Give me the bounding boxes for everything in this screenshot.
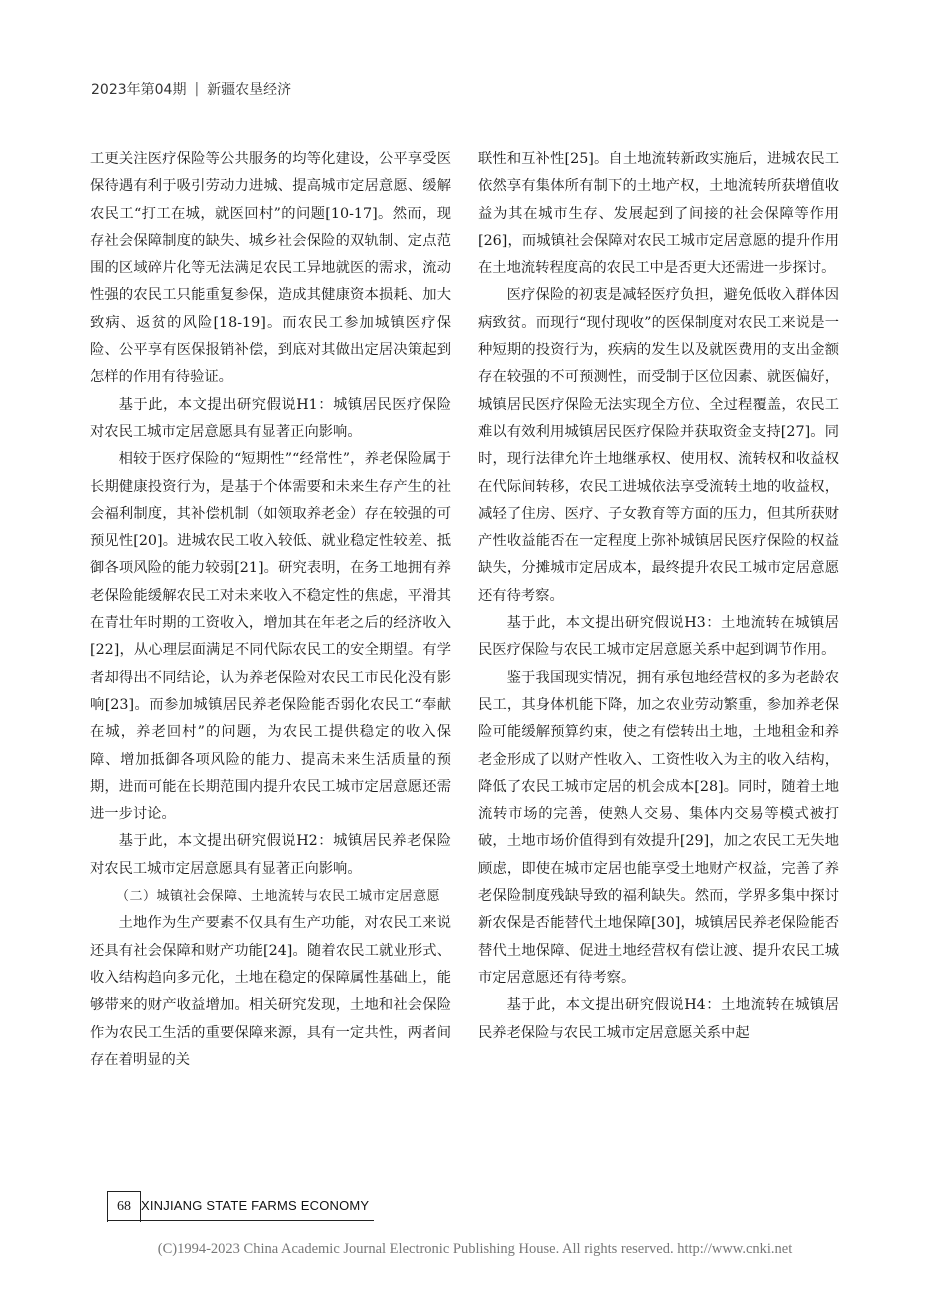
footer-journal-name: XINJIANG STATE FARMS ECONOMY [141,1198,370,1213]
hypothesis-h3: 基于此，本文提出研究假说H3：土地流转在城镇居民医疗保险与农民工城市定居意愿关系中起到调节作用。 [478,615,839,659]
journal-title: 新疆农垦经济 [207,82,292,98]
page-number: 68 [107,1191,141,1222]
right-column [478,146,839,1047]
paragraph: 土地作为生产要素不仅具有生产功能，对农民工来说还具有社会保障和财产功能[24]。随着农民工就业形式、收入结构趋向多元化，土地在稳定的保障属性基础上，能够带来的财产收益增加。相关研究发现，土地和社会保险作为农民工生活的重要保障来源，具有一定共性，两者间存在着明显的关 [90,915,451,1068]
left-column [90,146,451,1074]
paragraph: 联性和互补性[25]。自土地流转新政实施后，进城农民工依然享有集体所有制下的土地产权，土地流转所获增值收益为其在城市生存、发展起到了间接的社会保障等作用[26]，而城镇社会保障对农民工城市定居意愿的提升作用在土地流转程度高的农民工中是否更大还需进一步探讨。 [478,151,839,277]
paragraph: 工更关注医疗保险等公共服务的均等化建设，公平享受医保待遇有利于吸引劳动力进城、提高城市定居意愿、缓解农民工“打工在城，就医回村”的问题[10-17]。然而，现存社会保障制度的缺失、城乡社会保险的双轨制、定点范围的区域碎片化等无法满足农民工异地就医的需求，流动性强的农民工只能重复参保，造成其健康资本损耗、加大致病、返贫的风险[18-19]。而农民工参加城镇医疗保险、公平享有医保报销补偿，到底对其做出定居决策起到怎样的作用有待验证。 [90,151,451,386]
issue-label: 2023年第04期 [91,82,187,98]
footer-rule [107,1220,374,1221]
section-subheading: （二）城镇社会保障、土地流转与农民工城市定居意愿 [116,889,441,905]
paragraph: 相较于医疗保险的“短期性”“经常性”，养老保险属于长期健康投资行为，是基于个体需要和未来生存产生的社会福利制度，其补偿机制（如领取养老金）存在较强的可预见性[20]。进城农民工收入较低、就业稳定性较差、抵御各项风险的能力较弱[21]。研究表明，在务工地拥有养老保险能缓解农民工对未来收入不稳定性的焦虑，平滑其在青壮年时期的工资收入，增加其在年老之后的经济收入[22]，从心理层面满足不同代际农民工的安全期望。有学者却得出不同结论，认为养老保险对农民工市民化没有影响[23]。而参加城镇居民养老保险能否弱化农民工“奉献在城，养老回村”的问题，为农民工提供稳定的收入保障、增加抵御各项风险的能力、提高未来生活质量的预期，进而可能在长期范围内提升农民工城市定居意愿还需进一步讨论。 [90,451,451,823]
hypothesis-h1: 基于此，本文提出研究假说H1：城镇居民医疗保险对农民工城市定居意愿具有显著正向影响。 [90,396,451,440]
paragraph: 鉴于我国现实情况，拥有承包地经营权的多为老龄农民工，其身体机能下降，加之农业劳动繁重，参加养老保险可能缓解预算约束，使之有偿转出土地，土地租金和养老金形成了以财产性收入、工资性收入为主的收入结构，降低了农民工城市定居的机会成本[28]。同时，随着土地流转市场的完善，使熟人交易、集体内交易等模式被打破，土地市场价值得到有效提升[29]，加之农民工无失地顾虑，即使在城市定居也能享受土地财产权益，完善了养老保险制度残缺导致的福利缺失。然而，学界多集中探讨新农保是否能替代土地保障[30]，城镇居民养老保险能否替代土地保障、促进土地经营权有偿让渡、提升农民工城市定居意愿还有待考察。 [478,669,839,986]
running-header [91,78,291,100]
header-separator: | [194,81,200,97]
hypothesis-h2: 基于此，本文提出研究假说H2：城镇居民养老保险对农民工城市定居意愿具有显著正向影响。 [90,833,451,877]
paragraph: 医疗保险的初衷是减轻医疗负担，避免低收入群体因病致贫。而现行“现付现收”的医保制度对农民工来说是一种短期的投资行为，疾病的发生以及就医费用的支出金额存在较强的不可预测性，而受制于区位因素、就医偏好，城镇居民医疗保险无法实现全方位、全过程覆盖，农民工难以有效利用城镇居民医疗保险并获取资金支持[27]。同时，现行法律允许土地继承权、使用权、流转权和收益权在代际间转移，农民工进城依法享受流转土地的收益权，减轻了住房、医疗、子女教育等方面的压力，但其所获财产性收益能否在一定程度上弥补城镇居民医疗保险的权益缺失，分摊城市定居成本，最终提升农民工城市定居意愿还有待考察。 [478,287,839,604]
hypothesis-h4: 基于此，本文提出研究假说H4：土地流转在城镇居民养老保险与农民工城市定居意愿关系中起 [478,997,839,1041]
copyright-notice: (C)1994-2023 China Academic Journal Electronic Publishing House. All rights reserved. http://www.cnki.net [157,1241,793,1257]
